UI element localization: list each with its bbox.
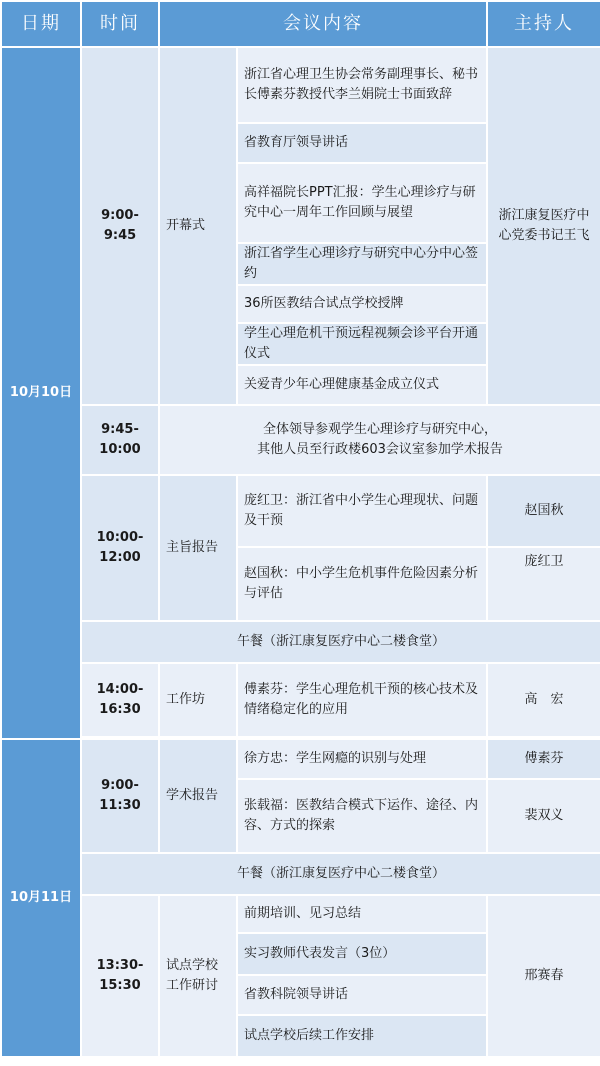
table-row (1, 475, 600, 547)
agenda-item: 浙江省学生心理诊疗与研究中心分中心签约 (237, 243, 487, 285)
table-row (1, 853, 600, 895)
host-academic-1: 傅素芬 (487, 739, 600, 779)
table-row (1, 663, 600, 737)
agenda-item: 学生心理危机干预远程视频会诊平台开通仪式 (237, 323, 487, 365)
host-seminar: 邢赛春 (487, 895, 600, 1057)
kind-opening: 开幕式 (159, 47, 237, 405)
agenda-item: 关爱青少年心理健康基金成立仪式 (237, 365, 487, 405)
kind-seminar: 试点学校工作研讨 (159, 895, 237, 1057)
header-content: 会议内容 (159, 1, 487, 47)
visit-note (159, 405, 600, 475)
host-keynote-1: 赵国秋 (487, 475, 600, 547)
table-row (1, 739, 600, 779)
time-keynote: 10:00-12:00 (81, 475, 159, 621)
agenda-item: 36所医教结合试点学校授牌 (237, 285, 487, 323)
host-workshop: 高 宏 (487, 663, 600, 737)
kind-workshop: 工作坊 (159, 663, 237, 737)
time-workshop: 14:00-16:30 (81, 663, 159, 737)
agenda-item: 实习教师代表发言（3位） (237, 933, 487, 975)
table-row (1, 47, 600, 123)
table-row (1, 621, 600, 663)
kind-academic: 学术报告 (159, 739, 237, 853)
lunch-day1: 午餐（浙江康复医疗中心二楼食堂） (81, 621, 600, 663)
table-row (1, 895, 600, 933)
agenda-item: 徐方忠：学生网瘾的识别与处理 (237, 739, 487, 779)
host-opening: 浙江康复医疗中心党委书记王飞 (487, 47, 600, 405)
agenda-item: 庞红卫：浙江省中小学生心理现状、问题及干预 (237, 475, 487, 547)
agenda-item: 浙江省心理卫生协会常务副理事长、秘书长傅素芬教授代李兰娟院士书面致辞 (237, 47, 487, 123)
time-opening: 9:00-9:45 (81, 47, 159, 405)
date-day1: 10月10日 (1, 47, 81, 739)
agenda-item: 前期培训、见习总结 (237, 895, 487, 933)
agenda-item: 省教育厅领导讲话 (237, 123, 487, 163)
host-academic-2: 裴双义 (487, 779, 600, 853)
agenda-item: 张载福：医教结合模式下运作、途径、内容、方式的探索 (237, 779, 487, 853)
visit-line-2: 其他人员至行政楼603会议室参加学术报告 (257, 442, 503, 457)
agenda-item: 赵国秋：中小学生危机事件危险因素分析与评估 (237, 547, 487, 621)
time-visit: 9:45-10:00 (81, 405, 159, 475)
kind-keynote: 主旨报告 (159, 475, 237, 621)
agenda-item: 傅素芬：学生心理危机干预的核心技术及情绪稳定化的应用 (237, 663, 487, 737)
header-host: 主持人 (487, 1, 600, 47)
lunch-day2: 午餐（浙江康复医疗中心二楼食堂） (81, 853, 600, 895)
date-day2: 10月11日 (1, 739, 81, 1057)
header-row (1, 1, 600, 47)
time-academic: 9:00-11:30 (81, 739, 159, 853)
visit-line-1: 全体领导参观学生心理诊疗与研究中心， (262, 422, 497, 437)
header-date: 日期 (1, 1, 81, 47)
agenda-item: 省教科院领导讲话 (237, 975, 487, 1015)
agenda-item: 试点学校后续工作安排 (237, 1015, 487, 1057)
table-row (1, 405, 600, 475)
time-seminar: 13:30-15:30 (81, 895, 159, 1057)
agenda-item: 高祥福院长PPT汇报：学生心理诊疗与研究中心一周年工作回顾与展望 (237, 163, 487, 243)
header-time: 时间 (81, 1, 159, 47)
host-keynote-2: 庞红卫 (487, 547, 600, 621)
